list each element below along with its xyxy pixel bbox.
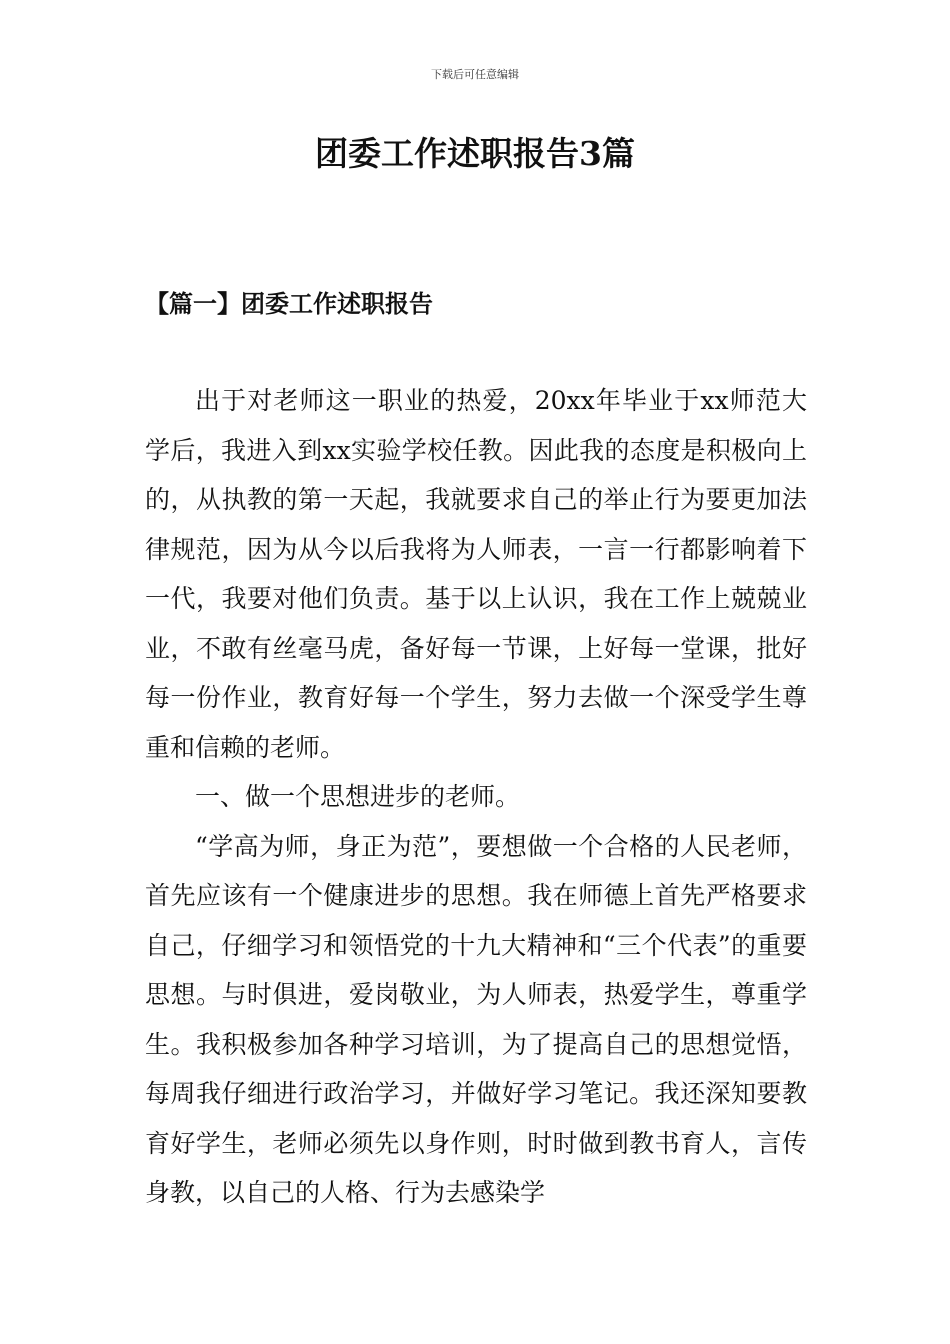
section-heading: 【篇一】团委工作述职报告 <box>145 289 433 318</box>
paragraph-thought: “学高为师，身正为范”，要想做一个合格的人民老师，首先应该有一个健康进步的思想。我在师德上首先严格要求自己，仔细学习和领悟党的十九大精神和“三个代表”的重要思想。与时俱进，爱岗敬业，为人师表，热爱学生，尊重学生。我积极参加各种学习培训，为了提高自己的思想觉悟，每周我仔细进行政治学习，并做好学习笔记。我还深知要教育好学生，老师必须先以身作则，时时做到教书育人，言传身教，以自己的人格、行为去感染学 <box>145 831 807 1207</box>
header-note: 下载后可任意编辑 <box>431 68 519 81</box>
body-text <box>145 376 807 1218</box>
paragraph-intro: 出于对老师这一职业的热爱，20xx年毕业于xx师范大学后，我进入到xx实验学校任教。因此我的态度是积极向上的，从执教的第一天起，我就要求自己的举止行为要更加法律规范，因为从今以后我将为人师表，一言一行都影响着下一代，我要对他们负责。基于以上认识，我在工作上兢兢业业，不敢有丝毫马虎，备好每一节课，上好每一堂课，批好每一份作业，教育好每一个学生，努力去做一个深受学生尊重和信赖的老师。 <box>145 386 807 762</box>
document-title: 团委工作述职报告3篇 <box>315 134 635 173</box>
paragraph-subheading: 一、做一个思想进步的老师。 <box>195 782 521 811</box>
